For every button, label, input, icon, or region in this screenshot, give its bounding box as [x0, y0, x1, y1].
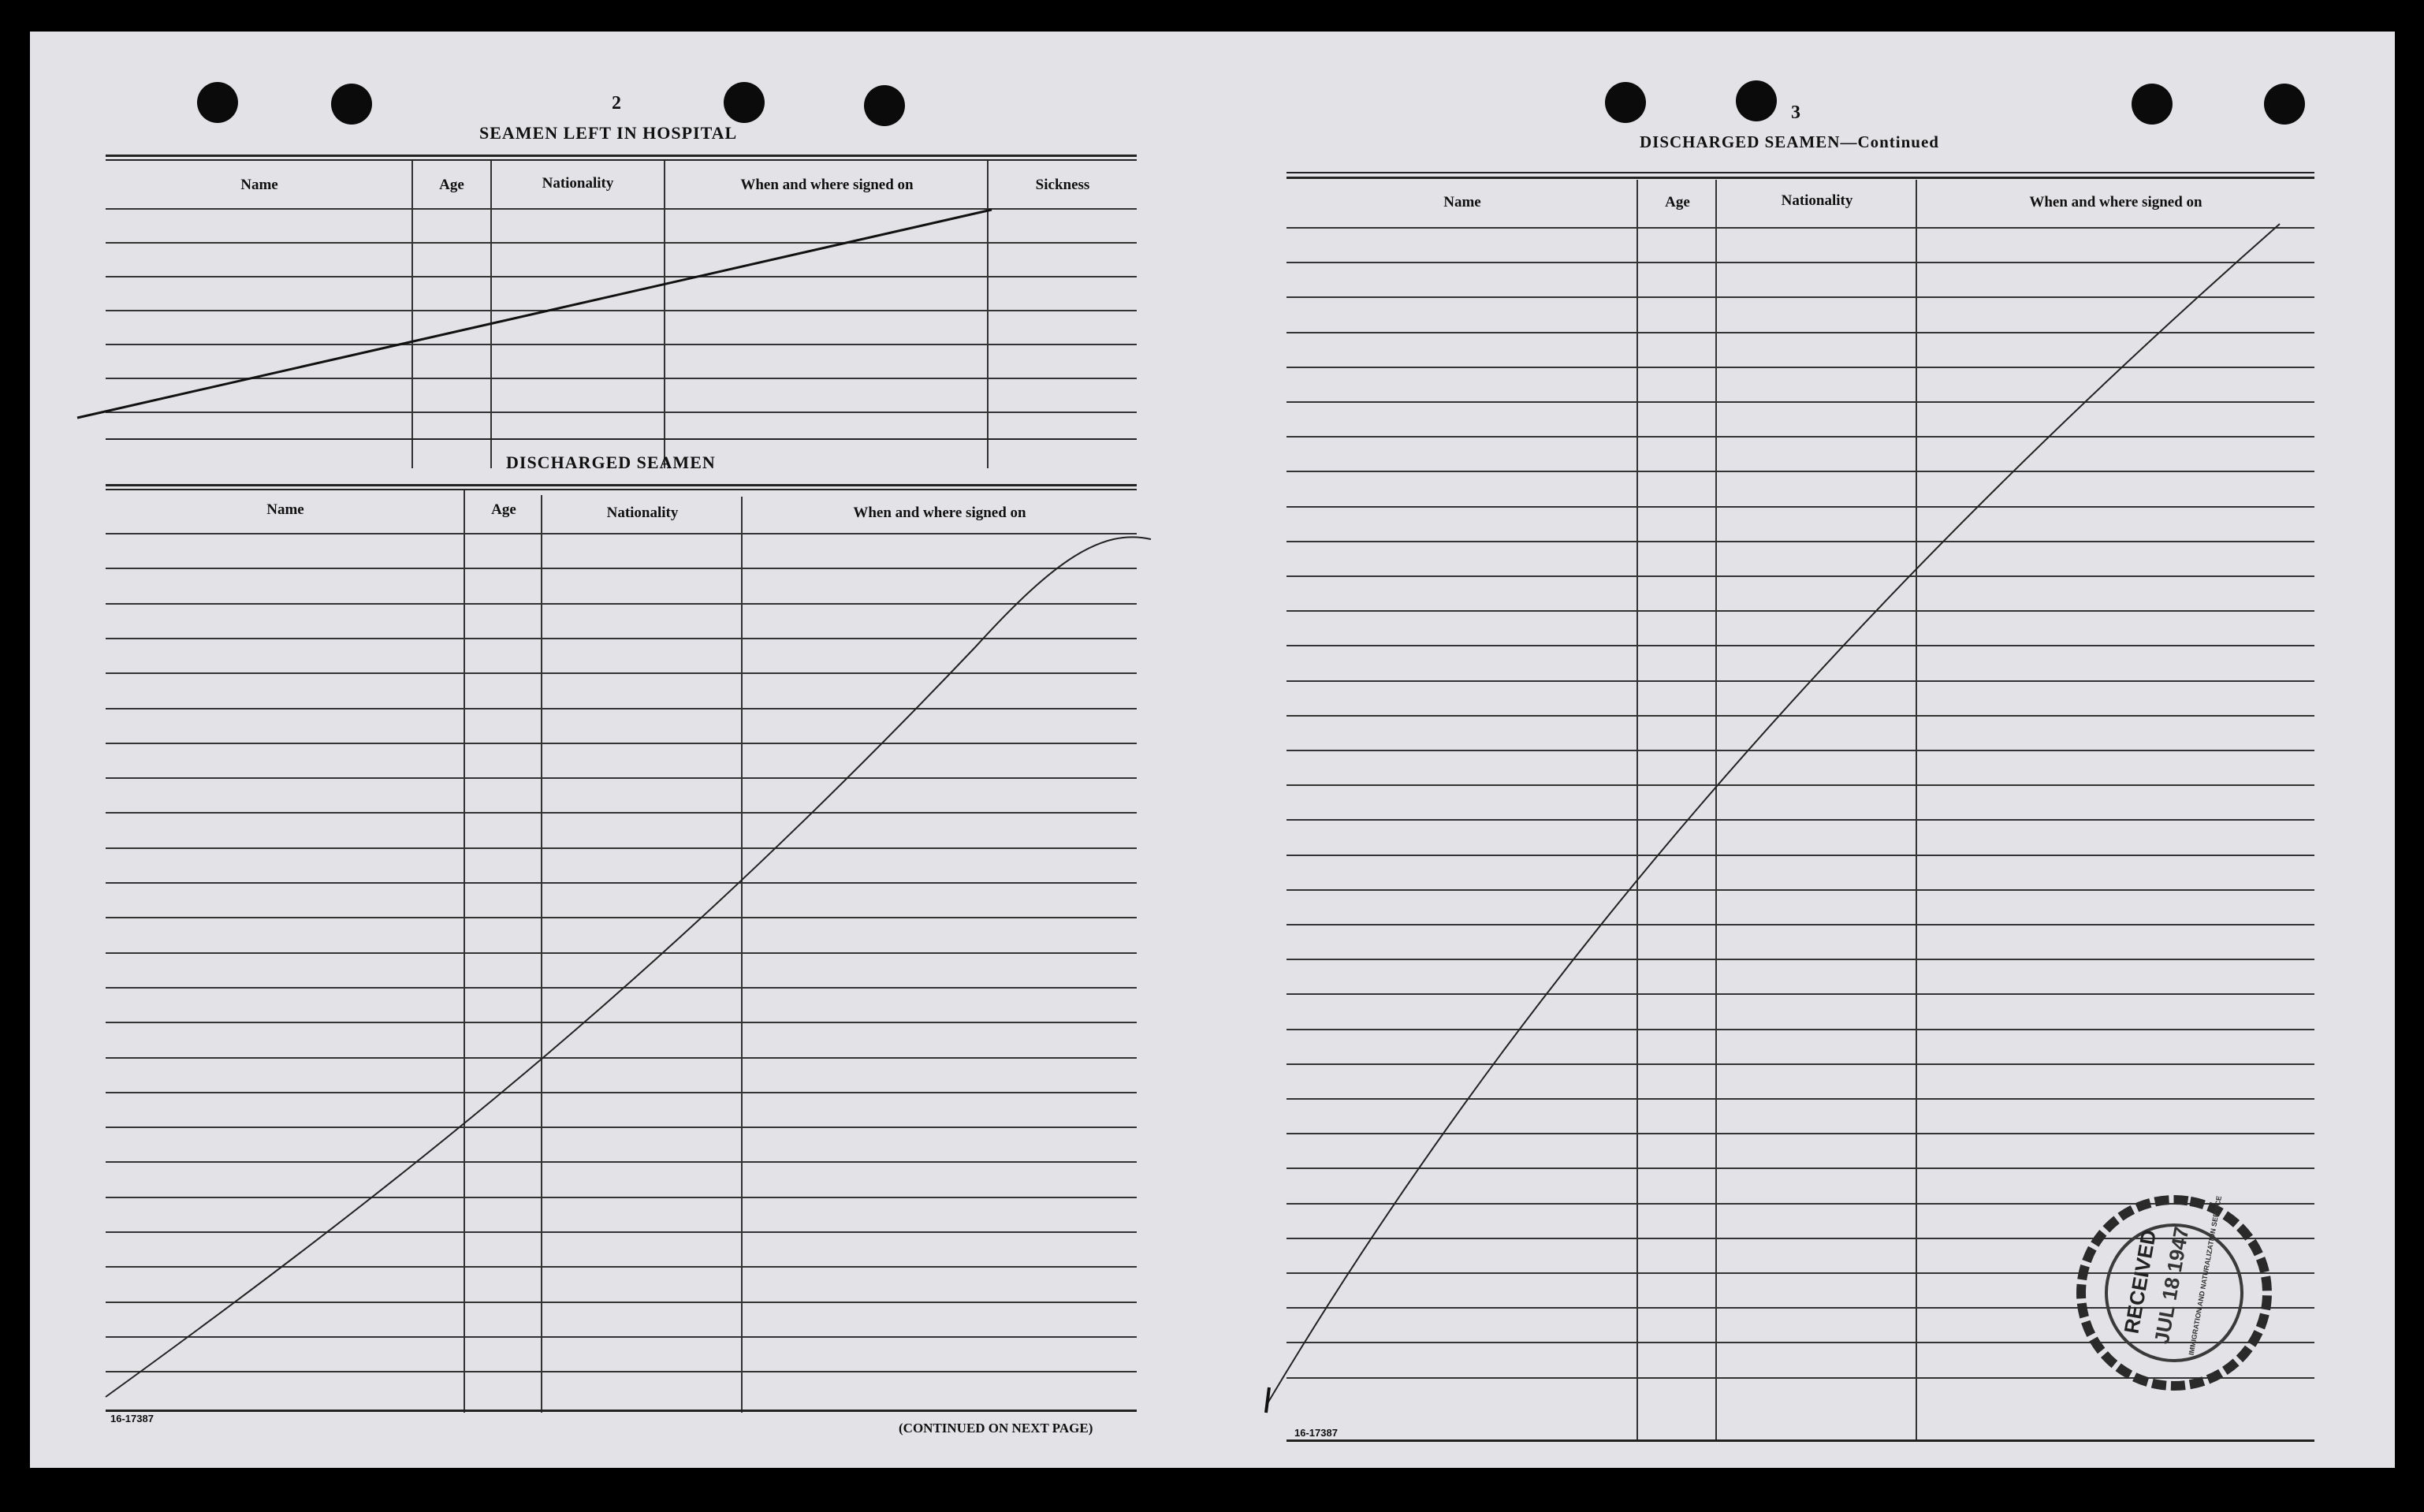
stamp-received: RECEIVED: [2119, 1227, 2161, 1335]
hospital-strike-line: [77, 210, 992, 418]
column-header-age: Age: [1665, 194, 1690, 210]
column-header-nationality: Nationality: [542, 175, 614, 192]
cancellation-marks: [30, 32, 2395, 1468]
column-header-age: Age: [491, 501, 516, 518]
column-header-nationality: Nationality: [606, 505, 679, 521]
page-number: 3: [1791, 102, 1800, 123]
column-header-name: Name: [240, 177, 278, 193]
column-header-name: Name: [1443, 194, 1481, 210]
column-header-signed-on: When and where signed on: [740, 177, 914, 193]
discharged-continued-title: DISCHARGED SEAMEN—Continued: [1640, 132, 1939, 151]
form-number: 16-17387: [1294, 1427, 1338, 1439]
received-stamp: [2066, 1175, 2284, 1400]
column-header-nationality: Nationality: [1781, 192, 1853, 209]
discharged-strike-line-right: [1268, 224, 2280, 1403]
column-header-name: Name: [266, 501, 304, 518]
form-number: 16-17387: [110, 1413, 154, 1424]
stamp-text: IMMIGRATION AND NATURALIZATION SERVICE: [2187, 1195, 2224, 1356]
discharged-section-title: DISCHARGED SEAMEN: [506, 452, 716, 472]
column-header-signed-on: When and where signed on: [853, 505, 1026, 521]
scanned-manifest-page: [30, 32, 2395, 1468]
page-number: 2: [612, 93, 621, 114]
hospital-section-title: SEAMEN LEFT IN HOSPITAL: [479, 123, 738, 143]
stamp-date: JUL 18 1947: [2149, 1224, 2194, 1346]
pen-mark: [1266, 1387, 1269, 1413]
column-header-sickness: Sickness: [1035, 177, 1090, 193]
column-header-signed-on: When and where signed on: [2029, 194, 2202, 210]
column-header-age: Age: [439, 177, 464, 193]
discharged-strike-line-left: [106, 537, 1151, 1397]
continued-note: (CONTINUED ON NEXT PAGE): [899, 1421, 1093, 1436]
